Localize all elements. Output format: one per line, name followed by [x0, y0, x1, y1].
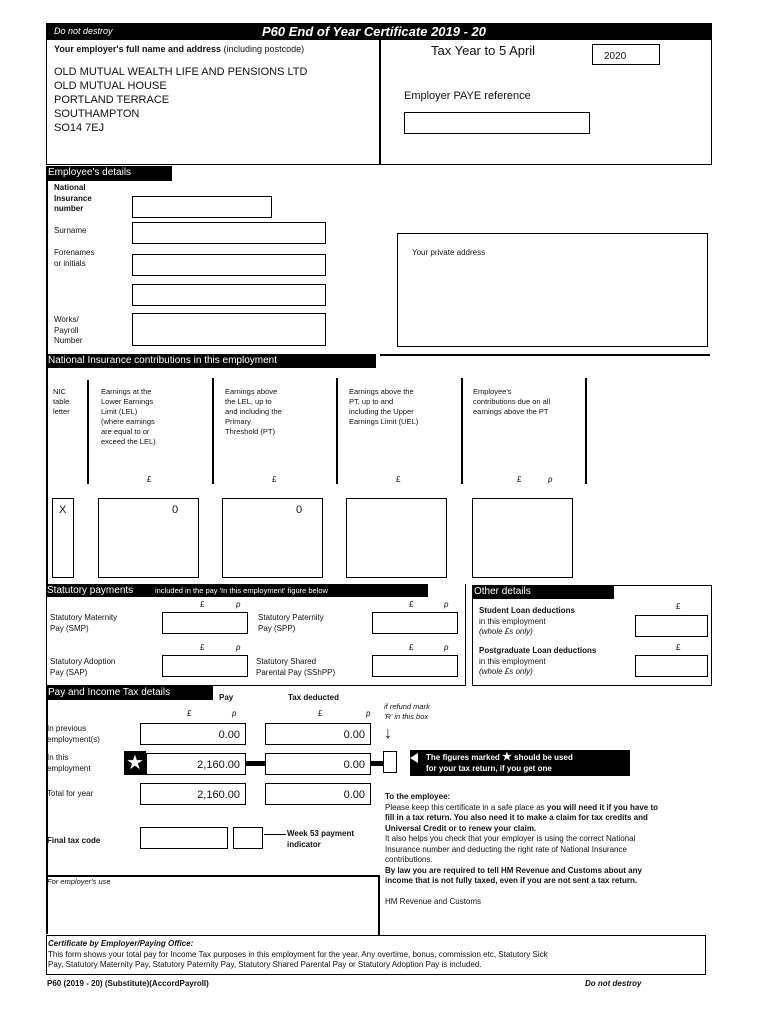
smp-field[interactable]	[162, 612, 248, 634]
form-title: P60 End of Year Certificate 2019 - 20	[262, 24, 486, 39]
nic-pound-3: £	[396, 475, 401, 484]
star-icon: ★	[124, 751, 146, 775]
forenames-label: Forenames or initials	[54, 248, 95, 268]
sap-field[interactable]	[162, 655, 248, 677]
pay-section-title: Pay and Income Tax details	[46, 686, 213, 700]
nic-uel-field[interactable]	[346, 498, 447, 578]
stat-pound-3: £	[200, 643, 205, 652]
stat-pound-1: £	[200, 600, 205, 609]
employer-label: Your employer's full name and address (including postcode)	[54, 44, 305, 54]
pay-header: Pay	[219, 693, 234, 702]
star-note: The figures marked ★ should be used for your tax return, if you get one	[410, 750, 630, 776]
spp-label: Statutory Paternity Pay (SPP)	[258, 613, 324, 633]
nic-col-pt: Earnings above the LEL, up to and including the Primary Threshold (PT)	[225, 387, 282, 436]
tax-year-label: Tax Year to 5 April	[431, 43, 536, 58]
employer-address: OLD MUTUAL WEALTH LIFE AND PENSIONS LTD OLD MUTUAL HOUSE PORTLAND TERRACE SOUTHAMPTON SO14 7EJ	[54, 66, 308, 134]
tax-header: Tax deducted	[288, 693, 339, 702]
nic-col-uel: Earnings above the PT, up to and including the Upper Earnings Limit (UEL)	[349, 387, 419, 426]
other-section-title: Other details	[472, 585, 614, 599]
previous-tax-value: 0.00	[343, 729, 365, 741]
stat-pence-1: p	[236, 600, 241, 609]
paye-field[interactable]	[404, 112, 590, 134]
week53-label: Week 53 payment indicator	[287, 829, 354, 849]
nic-lel-field[interactable]	[98, 498, 199, 578]
nic-pence-4: p	[548, 475, 553, 484]
total-pay-value: 2,160.00	[197, 789, 240, 801]
previous-employment-label: In previous employment(s)	[47, 724, 100, 744]
statutory-section-note: included in the pay 'In this employment' figure below	[155, 586, 328, 595]
stat-pence-4: p	[444, 643, 449, 652]
employer-use-label: For employer's use	[47, 877, 111, 886]
total-label: Total for year	[47, 789, 94, 798]
do-not-destroy-bottom: Do not destroy	[585, 979, 642, 988]
forenames-field-2[interactable]	[132, 284, 326, 306]
nic-above-pt-field[interactable]	[472, 498, 573, 578]
ni-number-field[interactable]	[132, 196, 272, 218]
nic-col-lel: Earnings at the Lower Earnings Limit (LEL) (where earnings are equal to or exceed the LEL)	[101, 387, 156, 446]
stat-pence-2: p	[444, 600, 449, 609]
stat-pound-4: £	[409, 643, 414, 652]
pg-loan-label: Postgraduate Loan deductions in this employment (whole £s only)	[479, 646, 597, 676]
works-number-field[interactable]	[132, 313, 326, 346]
star-note-icon: ★	[502, 751, 512, 763]
nic-lel-value: 0	[172, 504, 179, 516]
ni-label: National Insurance number	[54, 183, 92, 213]
nic-col-letter: NIC table letter	[53, 387, 70, 416]
shpp-label: Statutory Shared Parental Pay (SShPP)	[256, 657, 336, 677]
nic-table-letter-value: X	[59, 504, 67, 516]
stat-pound-2: £	[409, 600, 414, 609]
refund-note: if refund mark 'R' in this box	[384, 702, 430, 721]
previous-pay-value: 0.00	[218, 729, 240, 741]
surname-field[interactable]	[132, 222, 326, 244]
this-employment-label: In this employment	[47, 753, 91, 773]
tax-pence: p	[366, 709, 371, 718]
other-pound-2: £	[676, 643, 681, 652]
certificate-text: Certificate by Employer/Paying Office: This form shows your total pay for Income Tax purposes in this employment for the year. Any overtime, bonus, commission etc, Statutory Sick Pay, Statutory Maternity Pay, Statutory Paternity Pay, Statutory Shared Parental Pay or Statutory Adoption Pay is included.	[48, 939, 548, 969]
other-pound-1: £	[676, 602, 681, 611]
tax-year-field[interactable]: 2020	[592, 44, 660, 65]
refund-arrow-icon: ↓	[384, 725, 392, 742]
final-tax-code-field[interactable]	[140, 827, 228, 849]
pay-pound: £	[187, 709, 192, 718]
student-loan-label: Student Loan deductions in this employment (whole £s only)	[479, 606, 575, 636]
do-not-destroy-top: Do not destroy	[54, 26, 113, 36]
to-employee-notes: To the employee: Please keep this certificate in a safe place as you will need it if you have to fill in a tax return. You also need it to make a claim for tax credits and Universal Credit or to renew your claim. It also helps you check that your employer is using the correct National Insurance number and deducting the right rate of National Insurance contributions. By law you are required to tell HM Revenue and Customs about any income that is not fully taxed, even if you are not sent a tax return. HM Revenue and Customs	[385, 792, 658, 906]
nic-section-title: National Insurance contributions in this employment	[46, 354, 376, 368]
this-tax-value: 0.00	[343, 759, 365, 771]
nic-pound-2: £	[272, 475, 277, 484]
week53-field[interactable]	[233, 827, 263, 849]
pay-pence: p	[232, 709, 237, 718]
employee-section-title: Employee's details	[46, 166, 172, 181]
tax-pound: £	[318, 709, 323, 718]
nic-col-above-pt: Employee's contributions due on all earnings above the PT	[473, 387, 551, 416]
nic-pound-1: £	[147, 475, 152, 484]
forenames-field[interactable]	[132, 254, 326, 276]
nic-pt-field[interactable]	[222, 498, 323, 578]
nic-pound-4: £	[517, 475, 522, 484]
stat-pence-3: p	[236, 643, 241, 652]
works-number-label: Works/ Payroll Number	[54, 315, 83, 345]
statutory-section-title: Statutory payments	[47, 585, 134, 596]
sap-label: Statutory Adoption Pay (SAP)	[50, 657, 116, 677]
spp-field[interactable]	[372, 612, 458, 634]
total-tax-value: 0.00	[343, 789, 365, 801]
shpp-field[interactable]	[372, 655, 458, 677]
smp-label: Statutory Maternity Pay (SMP)	[50, 613, 118, 633]
pg-loan-field[interactable]	[635, 655, 708, 677]
private-address-label: Your private address	[412, 248, 486, 257]
surname-label: Surname	[54, 226, 87, 235]
student-loan-field[interactable]	[635, 615, 708, 637]
form-id: P60 (2019 - 20) (Substitute)(AccordPayroll)	[47, 979, 209, 988]
nic-pt-value: 0	[296, 504, 303, 516]
refund-mark-box[interactable]	[383, 751, 397, 773]
this-pay-value: 2,160.00	[197, 759, 240, 771]
final-tax-code-label: Final tax code	[47, 836, 101, 845]
star-note-arrow-icon	[410, 753, 418, 763]
paye-label: Employer PAYE reference	[404, 90, 531, 102]
